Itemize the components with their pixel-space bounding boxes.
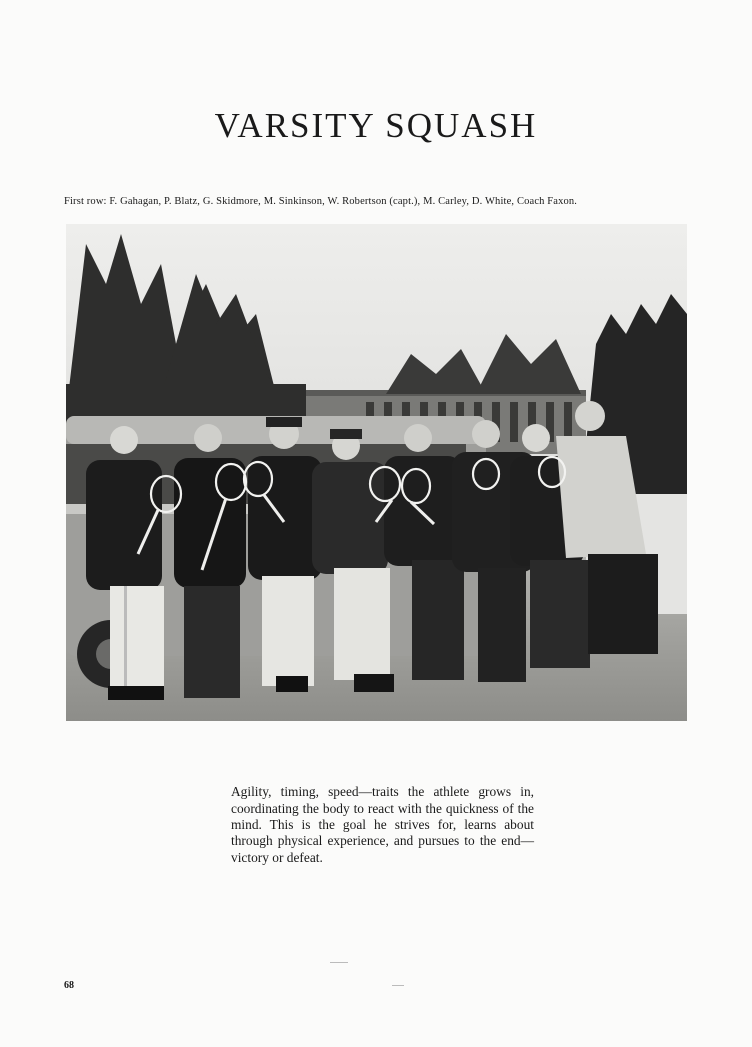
photo-caption: First row: F. Gahagan, P. Blatz, G. Skidmore, M. Sinkinson, W. Robertson (capt.), M. Carley, D. White, Coach Faxon. (64, 196, 578, 207)
paper-speck (392, 985, 404, 986)
page-title: VARSITY SQUASH (214, 106, 538, 145)
page-number: 68 (64, 980, 74, 991)
body-paragraph: Agility, timing, speed—traits the athlete grows in, coordinating the body to react with the quickness of the mind. This is the goal he strives for, learns about through physical experience, and pursues to the end—victory or defeat. (231, 784, 534, 865)
paper-speck (330, 962, 348, 963)
team-photo (66, 224, 687, 721)
